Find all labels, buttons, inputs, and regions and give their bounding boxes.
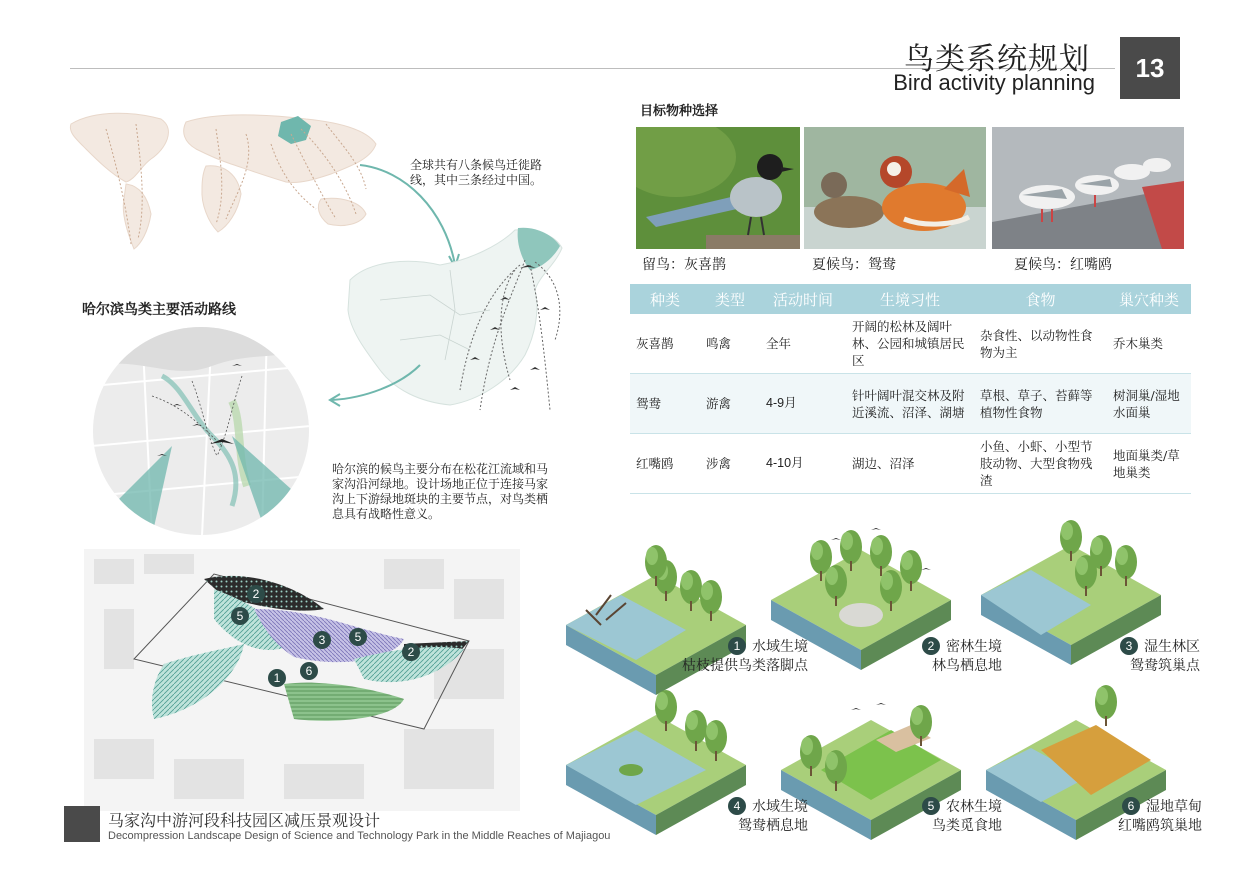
col-header: 生境习性	[846, 284, 974, 314]
habitat-title: 密林生境	[946, 638, 1002, 654]
habitat-desc: 鸳鸯筑巢点	[1130, 657, 1200, 673]
site-marker: 5	[349, 628, 367, 646]
page-number-badge: 13	[1120, 37, 1180, 99]
table-cell: 针叶阔叶混交林及附近溪流、沼泽、湖塘	[846, 374, 974, 434]
table-cell: 鸣禽	[700, 314, 760, 374]
table-row	[630, 434, 1191, 494]
table-row	[630, 374, 1191, 434]
note-global-routes: 全球共有八条候鸟迁徙路线，其中三条经过中国。	[410, 158, 543, 187]
photo-mandarin-duck	[804, 127, 986, 249]
table-cell: 草根、草子、苔藓等植物性食物	[974, 374, 1107, 434]
photo-azure-winged-magpie	[636, 127, 800, 249]
note-harbin: 哈尔滨的候鸟主要分布在松花江流域和马家沟沿河绿地。设计场地正位于连接马家沟上下游绿地斑块的主要节点，对鸟类栖息具有战略性意义。	[332, 462, 549, 521]
table-cell: 4-10月	[760, 434, 846, 494]
site-marker: 2	[247, 585, 265, 603]
habitat-title: 湿地草甸	[1146, 798, 1202, 814]
table-cell: 树洞巢/湿地水面巢	[1107, 374, 1191, 434]
footer-mark	[64, 806, 100, 842]
habitat-4-caption	[700, 797, 808, 835]
site-plan-map	[84, 549, 520, 811]
table-cell: 涉禽	[700, 434, 760, 494]
caption-mandarin-duck: 夏候鸟：鸳鸯	[812, 256, 896, 272]
habitat-3-caption	[1098, 637, 1200, 675]
habitat-number: 3	[1120, 637, 1138, 655]
caption-gull: 夏候鸟：红嘴鸥	[1014, 256, 1112, 272]
habitat-1-caption	[676, 637, 808, 675]
col-header: 种类	[630, 284, 700, 314]
habitat-desc: 林鸟栖息地	[932, 657, 1002, 673]
habitat-desc: 鸟类觅食地	[932, 817, 1002, 833]
habitat-number: 4	[728, 797, 746, 815]
table-cell: 全年	[760, 314, 846, 374]
table-row	[630, 314, 1191, 374]
col-header: 食物	[974, 284, 1107, 314]
habitat-title: 农林生境	[946, 798, 1002, 814]
site-marker: 5	[231, 607, 249, 625]
page-title-en: Bird activity planning	[893, 70, 1095, 95]
table-cell: 红嘴鸥	[630, 434, 700, 494]
species-table	[630, 284, 1191, 494]
habitat-number: 2	[922, 637, 940, 655]
habitat-number: 1	[728, 637, 746, 655]
page-title-zh: 鸟类系统规划	[904, 42, 1090, 77]
habitat-title: 水域生境	[752, 638, 808, 654]
table-cell: 小鱼、小虾、小型节肢动物、大型食物残渣	[974, 434, 1107, 494]
table-cell: 杂食性、以动物性食物为主	[974, 314, 1107, 374]
table-cell: 灰喜鹊	[630, 314, 700, 374]
col-header: 类型	[700, 284, 760, 314]
table-cell: 4-9月	[760, 374, 846, 434]
habitat-title: 水域生境	[752, 798, 808, 814]
site-marker: 3	[313, 631, 331, 649]
site-marker: 6	[300, 662, 318, 680]
habitat-desc: 枯枝提供鸟类落脚点	[682, 657, 808, 673]
habitat-number: 5	[922, 797, 940, 815]
col-header: 活动时间	[760, 284, 846, 314]
table-cell: 地面巢类/草地巢类	[1107, 434, 1191, 494]
table-header-row	[630, 284, 1191, 314]
site-marker: 2	[402, 643, 420, 661]
habitat-5-caption	[896, 797, 1002, 835]
species-section-title: 目标物种选择	[640, 103, 719, 118]
harbin-routes-title: 哈尔滨鸟类主要活动路线	[82, 301, 236, 317]
harbin-route-map	[92, 326, 310, 536]
table-cell: 湖边、沼泽	[846, 434, 974, 494]
habitat-desc: 红嘴鸥筑巢地	[1118, 817, 1202, 833]
habitat-desc: 鸳鸯栖息地	[738, 817, 808, 833]
habitat-2-caption	[900, 637, 1002, 675]
site-marker: 1	[268, 669, 286, 687]
migration-arrow-left	[320, 360, 430, 410]
habitat-title: 湿生林区	[1144, 638, 1200, 654]
col-header: 巢穴种类	[1107, 284, 1191, 314]
caption-magpie: 留鸟：灰喜鹊	[642, 256, 726, 272]
habitat-number: 6	[1122, 797, 1140, 815]
photo-black-headed-gull	[992, 127, 1184, 249]
footer-title-zh: 马家沟中游河段科技园区减压景观设计	[108, 813, 381, 830]
table-cell: 开阔的松林及阔叶林、公园和城镇居民区	[846, 314, 974, 374]
footer-title-en: Decompression Landscape Design of Science and Technology Park in the Middle Reaches of Majiagou	[108, 830, 611, 842]
table-cell: 游禽	[700, 374, 760, 434]
table-cell: 鸳鸯	[630, 374, 700, 434]
habitat-6-caption	[1090, 797, 1202, 835]
table-cell: 乔木巢类	[1107, 314, 1191, 374]
